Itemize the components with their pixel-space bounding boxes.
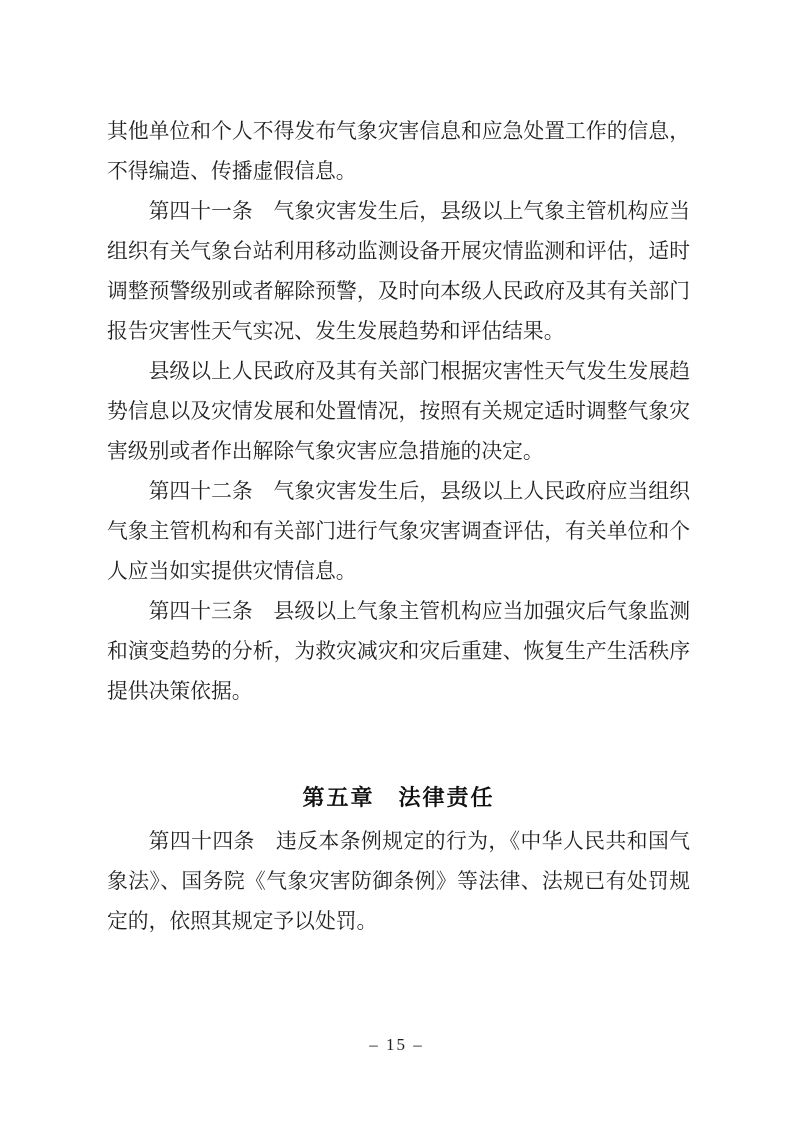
chapter-heading: 第五章 法律责任 — [302, 785, 495, 810]
paragraph-article-41-supplement: 县级以上人民政府及其有关部门根据灾害性天气发生发展趋势信息以及灾情发展和处置情况，按照有关规定适时调整气象灾害级别或者作出解除气象灾害应急措施的决定。 — [107, 360, 690, 463]
paragraph-continuation: 其他单位和个人不得发布气象灾害信息和应急处置工作的信息，不得编造、传播虚假信息。 — [107, 120, 690, 183]
paragraph-article-42: 第四十二条 气象灾害发生后，县级以上人民政府应当组织气象主管机构和有关部门进行气象灾害调查评估，有关单位和个人应当如实提供灾情信息。 — [107, 480, 690, 583]
paragraph-article-43: 第四十三条 县级以上气象主管机构应当加强灾后气象监测和演变趋势的分析，为救灾减灾和灾后重建、恢复生产生活秩序提供决策依据。 — [107, 600, 690, 703]
page-number: – 15 – — [369, 1035, 424, 1054]
document-body — [107, 112, 690, 942]
paragraph-article-44: 第四十四条 违反本条例规定的行为，《中华人民共和国气象法》、国务院《气象灾害防御条例》等法律、法规已有处罚规定的，依照其规定予以处罚。 — [107, 830, 690, 933]
paragraph-article-41: 第四十一条 气象灾害发生后，县级以上气象主管机构应当组织有关气象台站利用移动监测设备开展灾情监测和评估，适时调整预警级别或者解除预警，及时向本级人民政府及其有关部门报告灾害性天气实况、发生发展趋势和评估结果。 — [107, 200, 690, 343]
